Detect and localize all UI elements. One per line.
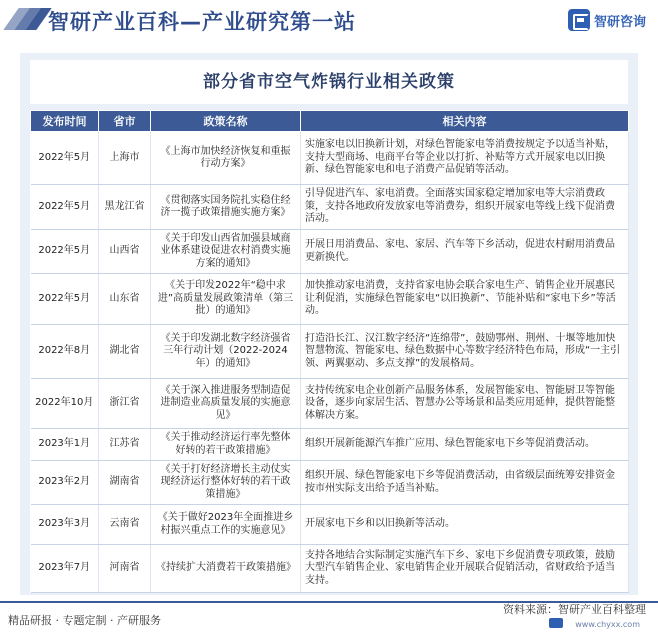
cell-policy: 《关于做好2023年全面推进乡村振兴重点工作的实施意见》 (151, 505, 301, 545)
cell-date: 2023年1月 (31, 429, 99, 461)
cell-province: 浙江省 (99, 379, 151, 429)
cell-date: 2022年5月 (31, 274, 99, 325)
cell-content: 开展家电下乡和以旧换新等活动。 (301, 505, 629, 545)
cell-date: 2022年5月 (31, 185, 99, 230)
cell-province: 湖北省 (99, 325, 151, 379)
cell-date: 2022年8月 (31, 325, 99, 379)
policy-panel (20, 53, 638, 595)
cell-policy: 《关于深入推进服务型制造促进制造业高质量发展的实施意见》 (151, 379, 301, 429)
policy-table (30, 110, 629, 593)
cell-policy: 《关于印发2022年“稳中求进”高质量发展政策清单（第三批）的通知》 (151, 274, 301, 325)
cell-content: 支持各地结合实际制定实施汽车下乡、家电下乡促消费专项政策，鼓励大型汽车销售企业、家电销售企业开展联合促销活动，省财政给予适当支持。 (301, 545, 629, 593)
table-row (31, 545, 629, 593)
table-row (31, 505, 629, 545)
column-header-policy: 政策名称 (151, 111, 301, 132)
cell-content: 加快推动家电消费，支持省家电协会联合家电生产、销售企业开展惠民让利促消，实施绿色智能家电“以旧换新”、节能补贴和“家电下乡”等活动。 (301, 274, 629, 325)
footer-bar (0, 601, 658, 635)
footer-url[interactable]: www.chyxx.com (575, 620, 640, 629)
table-row (31, 132, 629, 185)
cell-province: 河南省 (99, 545, 151, 593)
cell-policy: 《关于印发山西省加强县域商业体系建设促进农村消费实施方案的通知》 (151, 230, 301, 274)
table-row (31, 274, 629, 325)
table-header-row (31, 111, 629, 132)
table-row (31, 379, 629, 429)
cell-province: 湖南省 (99, 461, 151, 505)
column-header-content: 相关内容 (301, 111, 629, 132)
cell-content: 支持传统家电企业创新产品服务体系，发展智能家电、智能厨卫等智能设备，逐步向家居生活、智慧办公等场景和品类应用延伸，提供智能整体解决方案。 (301, 379, 629, 429)
cell-province: 黑龙江省 (99, 185, 151, 230)
stripes-icon (7, 8, 41, 30)
brand-logo-icon (568, 9, 590, 31)
chyxx-logo-icon (549, 618, 563, 628)
table-row (31, 185, 629, 230)
cell-policy: 《关于打好经济增长主动仗实现经济运行整体好转的若干政策措施》 (151, 461, 301, 505)
cell-policy: 《关于推动经济运行率先整体好转的若干政策措施》 (151, 429, 301, 461)
header-bar (0, 0, 658, 44)
cell-policy: 《关于印发湖北数字经济强省三年行动计划（2022-2024年）的通知》 (151, 325, 301, 379)
cell-date: 2023年7月 (31, 545, 99, 593)
cell-content: 打造沿长江、汉江数字经济“连绵带”，鼓励鄂州、荆州、十堰等地加快智慧物流、智能家电、绿色数据中心等数字经济特色布局，形成“一主引领、两翼驱动、多点支撑”的发展格局。 (301, 325, 629, 379)
column-header-province: 省市 (99, 111, 151, 132)
cell-date: 2022年5月 (31, 230, 99, 274)
cell-province: 山东省 (99, 274, 151, 325)
cell-policy: 《上海市加快经济恢复和重振行动方案》 (151, 132, 301, 185)
cell-date: 2023年3月 (31, 505, 99, 545)
cell-province: 云南省 (99, 505, 151, 545)
cell-policy: 《贯彻落实国务院扎实稳住经济一揽子政策措施实施方案》 (151, 185, 301, 230)
table-row (31, 461, 629, 505)
cell-content: 开展日用消费品、家电、家居、汽车等下乡活动，促进农村耐用消费品更新换代。 (301, 230, 629, 274)
cell-content: 组织开展新能源汽车推广应用、绿色智能家电下乡等促消费活动。 (301, 429, 629, 461)
source-note: 资料来源：智研产业百科整理 (503, 603, 646, 616)
brand-logo[interactable] (568, 9, 646, 31)
table-row (31, 325, 629, 379)
cell-province: 山西省 (99, 230, 151, 274)
cell-province: 上海市 (99, 132, 151, 185)
panel-title: 部分省市空气炸锅行业相关政策 (30, 60, 628, 104)
cell-content: 实施家电以旧换新计划，对绿色智能家电等消费按规定予以适当补贴，支持大型商场、电商平台等企业以打折、补贴等方式开展家电以旧换新、绿色智能家电和电子消费产品促销等活动。 (301, 132, 629, 185)
cell-policy: 《持续扩大消费若干政策措施》 (151, 545, 301, 593)
cell-content: 引导促进汽车、家电消费。全面落实国家稳定增加家电等大宗消费政策，支持各地政府发放家电等消费券，组织开展家电等线上线下促消费活动。 (301, 185, 629, 230)
brand-logo-text: 智研咨询 (593, 14, 646, 30)
cell-date: 2023年2月 (31, 461, 99, 505)
cell-content: 组织开展、绿色智能家电下乡等促消费活动，由省级层面统筹安排资金按市州实际支出给予适当补贴。 (301, 461, 629, 505)
column-header-date: 发布时间 (31, 111, 99, 132)
site-title: 智研产业百科—产业研究第一站 (48, 10, 356, 34)
cell-date: 2022年10月 (31, 379, 99, 429)
table-row (31, 429, 629, 461)
table-row (31, 230, 629, 274)
footer-services: 精品研报 · 专题定制 · 产研服务 (8, 614, 161, 627)
cell-date: 2022年5月 (31, 132, 99, 185)
cell-province: 江苏省 (99, 429, 151, 461)
